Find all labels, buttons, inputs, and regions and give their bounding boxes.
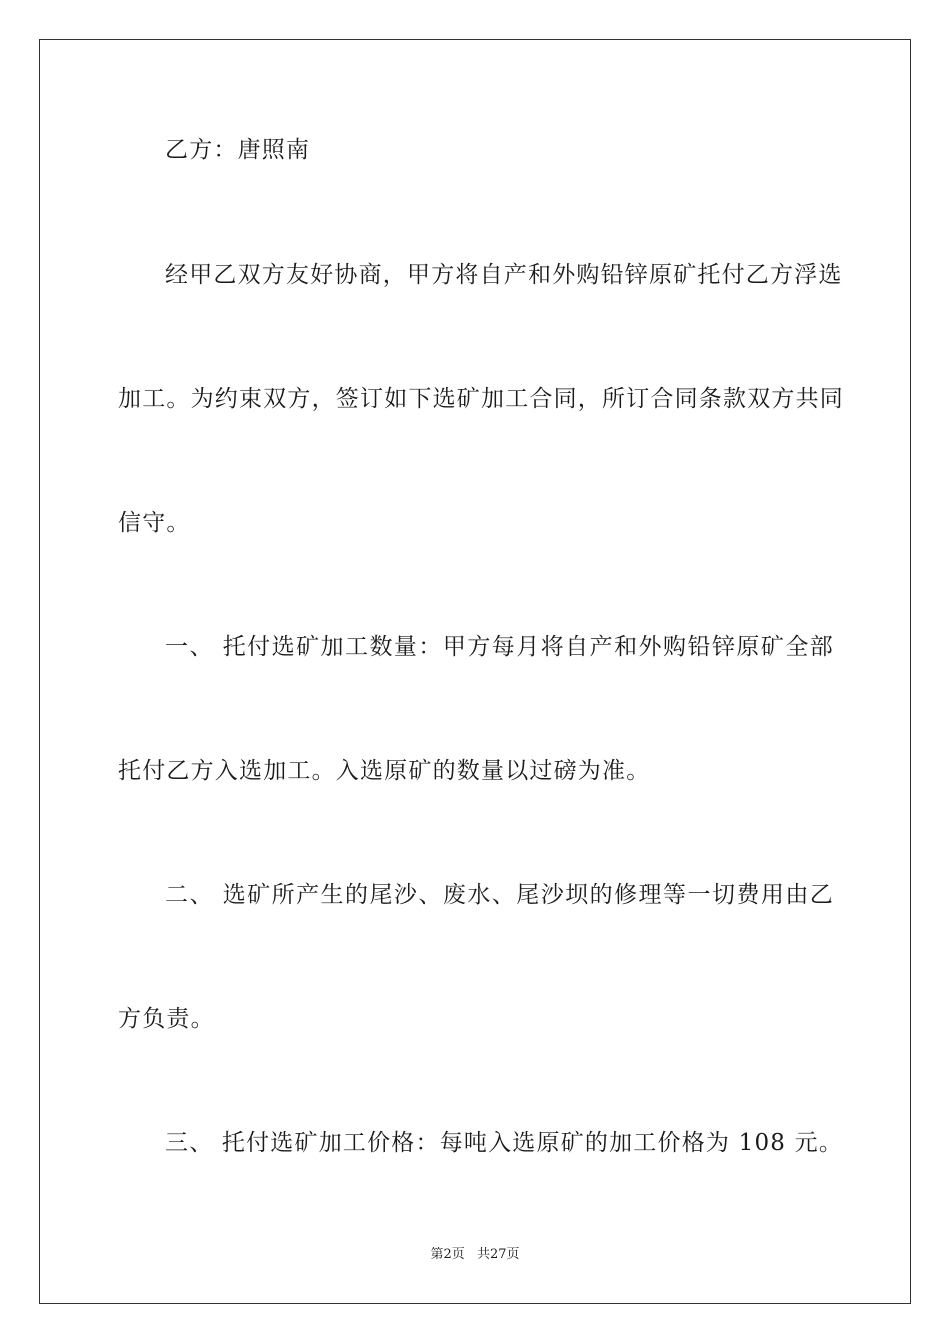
page-number-total: 共27页	[476, 1247, 520, 1262]
clause-1-line-1: 一、 托付选矿加工数量：甲方每月将自产和外购铅锌原矿全部	[165, 634, 834, 660]
paragraph-intro-line-3: 信守。	[118, 510, 191, 536]
clause-3-line-1: 三、 托付选矿加工价格：每吨入选原矿的加工价格为 108 元。	[165, 1130, 844, 1156]
clause-2-line-1: 二、 选矿所产生的尾沙、废水、尾沙坝的修理等一切费用由乙	[165, 882, 834, 908]
page-number-current: 第2页	[430, 1247, 465, 1262]
paragraph-intro-line-2: 加工。为约束双方，签订如下选矿加工合同，所订合同条款双方共同	[118, 386, 844, 412]
clause-2-line-2: 方负责。	[118, 1006, 215, 1032]
party-b-line: 乙方：唐照南	[165, 137, 311, 163]
paragraph-intro-line-1: 经甲乙双方友好协商，甲方将自产和外购铅锌原矿托付乙方浮选	[165, 262, 843, 288]
page-footer	[0, 1245, 950, 1265]
page-border	[39, 39, 911, 1304]
clause-1-line-2: 托付乙方入选加工。入选原矿的数量以过磅为准。	[118, 758, 651, 784]
